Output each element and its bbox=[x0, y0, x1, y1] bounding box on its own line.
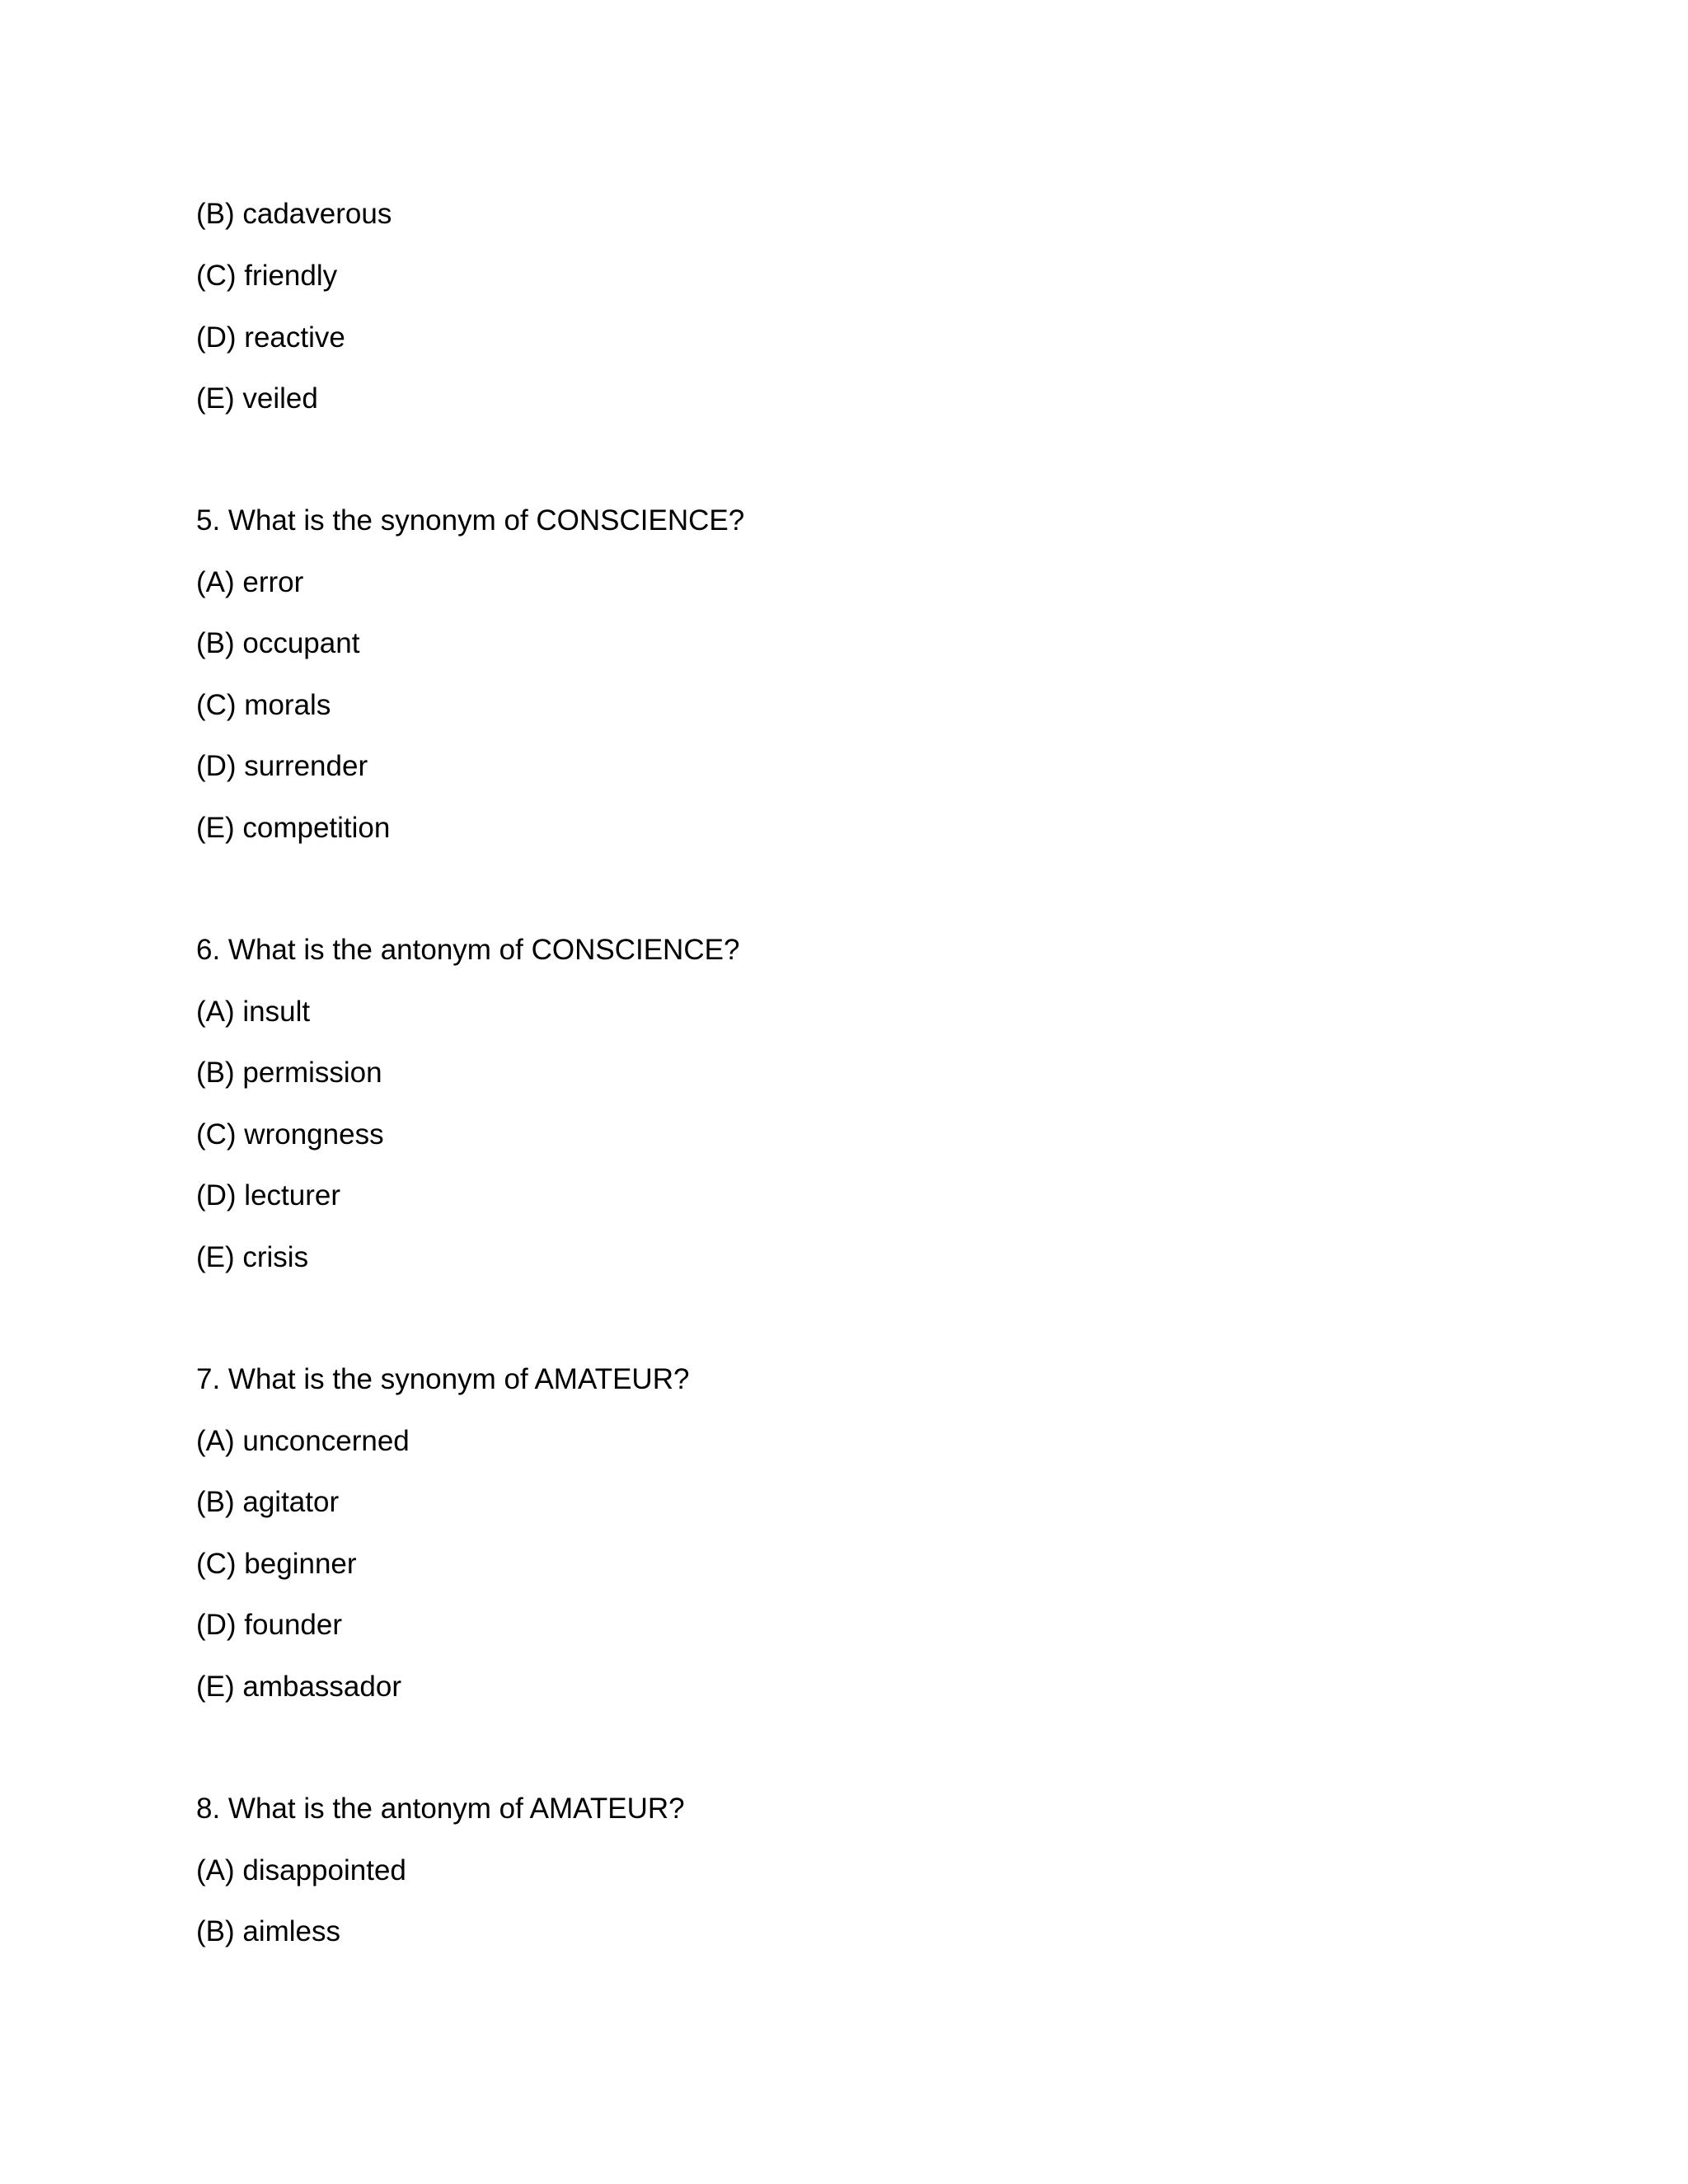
option-item: (C) wrongness bbox=[196, 1118, 384, 1151]
question-prompt: 6. What is the antonym of CONSCIENCE? bbox=[196, 934, 740, 966]
option-item: (B) cadaverous bbox=[196, 198, 392, 230]
option-item: (B) permission bbox=[196, 1057, 382, 1089]
option-item: (E) veiled bbox=[196, 382, 318, 415]
option-item: (A) unconcerned bbox=[196, 1425, 410, 1457]
option-item: (C) beginner bbox=[196, 1548, 357, 1580]
option-item: (B) agitator bbox=[196, 1486, 340, 1518]
question-prompt: 8. What is the antonym of AMATEUR? bbox=[196, 1793, 685, 1825]
option-item: (B) aimless bbox=[196, 1915, 341, 1947]
option-item: (D) founder bbox=[196, 1609, 343, 1641]
option-item: (C) morals bbox=[196, 689, 331, 721]
option-item: (E) competition bbox=[196, 812, 391, 844]
option-item: (D) surrender bbox=[196, 750, 368, 782]
option-item: (C) friendly bbox=[196, 260, 338, 292]
option-item: (B) occupant bbox=[196, 627, 360, 659]
option-item: (A) disappointed bbox=[196, 1854, 406, 1886]
option-item: (D) lecturer bbox=[196, 1179, 341, 1212]
option-item: (A) error bbox=[196, 566, 304, 598]
option-item: (D) reactive bbox=[196, 321, 345, 354]
question-prompt: 5. What is the synonym of CONSCIENCE? bbox=[196, 504, 745, 537]
question-prompt: 7. What is the synonym of AMATEUR? bbox=[196, 1363, 690, 1395]
option-item: (A) insult bbox=[196, 996, 311, 1028]
option-item: (E) crisis bbox=[196, 1241, 309, 1273]
option-item: (E) ambassador bbox=[196, 1671, 401, 1703]
